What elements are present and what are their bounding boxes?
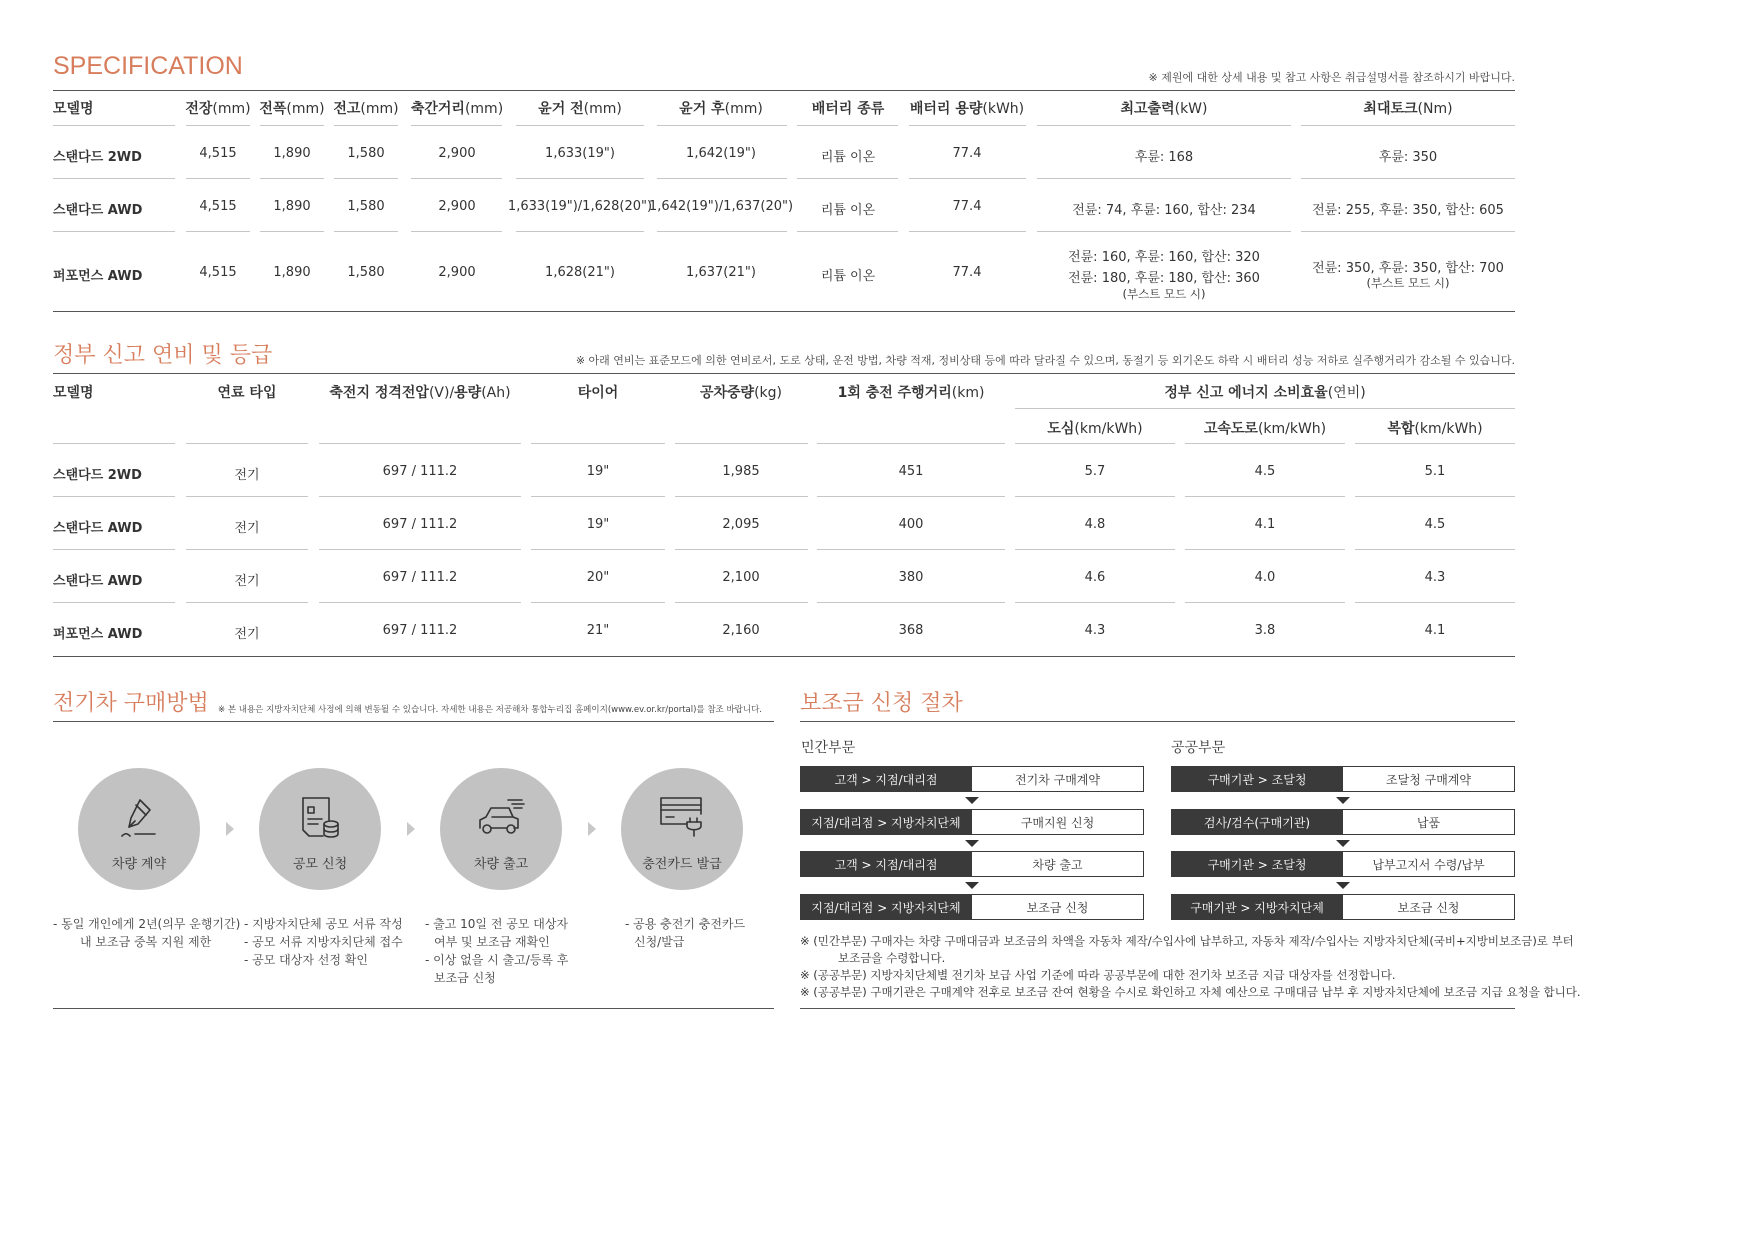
eff-note: ※ 아래 연비는 표준모드에 의한 연비로서, 도로 상태, 운전 방법, 차량 적재, 정비상태 등에 따라 달라질 수 있으며, 동절기 등 외기온도 하락 시 배터리 성능 저하로 실주행거리가 감소될 수 있습니다. — [575, 354, 1515, 367]
spec-row-divider — [657, 125, 787, 126]
spec-cell: 1,580 — [347, 146, 385, 161]
header-unit: (V)/ — [428, 385, 455, 401]
spec-cell: 리튬 이온 — [820, 269, 876, 284]
header-unit: (km) — [951, 385, 985, 401]
eff-model-name: 스탠다드 AWD — [53, 574, 143, 589]
eff-row-divider — [1015, 602, 1175, 603]
header-bold: 윤거 전 — [538, 101, 584, 117]
purchase-title: 전기차 구매방법 — [53, 691, 209, 716]
spec-row-divider — [1037, 231, 1291, 232]
step-desc-application: - 지방자치단체 공모 서류 작성 - 공모 서류 지방자치단체 접수 - 공모 대상자 선정 확인 — [244, 917, 403, 967]
eff-sub-header — [1355, 418, 1515, 438]
eff-row-divider — [531, 443, 665, 444]
eff-group-header — [1015, 382, 1515, 402]
private-sector-label: 민간부문 — [801, 740, 856, 756]
spec-row-divider — [53, 231, 175, 232]
purchase-bottom-rule — [53, 1008, 774, 1009]
header-bold: 고속도로 — [1203, 421, 1258, 437]
spec-cell: 1,633(19") — [545, 146, 615, 161]
subsidy-step-actor: 구매기관 > 지방자치단체 — [1171, 894, 1343, 920]
spec-row-divider — [53, 178, 175, 179]
spec-row-divider — [657, 231, 787, 232]
eff-row-divider — [817, 549, 1005, 550]
eff-row-divider — [186, 602, 308, 603]
spec-cell: 전륜: 255, 후륜: 350, 합산: 605 — [1312, 203, 1504, 218]
eff-cell: 3.8 — [1254, 623, 1276, 638]
eff-row-divider — [817, 496, 1005, 497]
eff-header — [791, 382, 1031, 402]
header-bold: 전고 — [333, 101, 361, 117]
down-arrow-icon — [965, 840, 979, 847]
car-delivery-icon — [476, 794, 526, 840]
header-unit: (mm) — [464, 101, 504, 117]
spec-perf-power: 전륜: 180, 후륜: 180, 합산: 360 — [1068, 271, 1260, 286]
eff-cell: 4.1 — [1424, 623, 1446, 638]
document-database-icon — [297, 794, 343, 840]
eff-cell: 19" — [586, 464, 610, 479]
subsidy-step-action: 납부고지서 수령/납부 — [1343, 851, 1515, 877]
spec-row-divider — [334, 178, 398, 179]
header-unit: (mm) — [724, 101, 763, 117]
spec-cell: 4,515 — [199, 146, 237, 161]
spec-row-divider — [411, 125, 502, 126]
header-bold: 최대토크 — [1363, 101, 1418, 117]
eff-cell: 1,985 — [722, 464, 760, 479]
spec-cell: 77.4 — [952, 146, 982, 161]
subsidy-step-private — [800, 766, 1144, 792]
eff-row-divider — [1185, 496, 1345, 497]
header-bold: 타이어 — [577, 385, 619, 401]
eff-cell: 451 — [898, 464, 924, 479]
step-label: 충전카드 발급 — [642, 857, 722, 872]
down-arrow-icon — [1336, 882, 1350, 889]
subsidy-step-action: 차량 출고 — [972, 851, 1144, 877]
eff-cell: 4.5 — [1254, 464, 1276, 479]
eff-cell: 4.0 — [1254, 570, 1276, 585]
spec-cell: 후륜: 168 — [1134, 150, 1194, 165]
eff-top-rule — [53, 373, 1515, 374]
header-bold: 전폭 — [259, 101, 287, 117]
eff-row-divider — [1355, 602, 1515, 603]
eff-row-divider — [186, 549, 308, 550]
public-sector-label: 공공부문 — [1171, 740, 1226, 756]
spec-row-divider — [516, 178, 644, 179]
down-arrow-icon — [1336, 797, 1350, 804]
subsidy-step-actor: 구매기관 > 조달청 — [1171, 851, 1343, 877]
eff-cell: 697 / 111.2 — [382, 623, 458, 638]
spec-cell: 2,900 — [438, 146, 476, 161]
down-arrow-icon — [965, 797, 979, 804]
eff-cell: 전기 — [234, 468, 260, 483]
spec-row-divider — [1037, 178, 1291, 179]
step-arrow — [226, 822, 234, 836]
header-bold: 축전지 정격전압 — [329, 385, 429, 401]
step-desc-contract: - 동일 개인에게 2년(의무 운행기간) 내 보조금 중복 지원 제한 — [53, 917, 241, 949]
subsidy-step-action: 조달청 구매계약 — [1343, 766, 1515, 792]
spec-header — [1074, 98, 1254, 118]
spec-perf-torque: (부스트 모드 시) — [1366, 276, 1450, 290]
subsidy-step-actor: 고객 > 지점/대리점 — [800, 766, 972, 792]
eff-row-divider — [53, 602, 175, 603]
purchase-top-rule — [53, 721, 774, 722]
spec-row-divider — [1301, 231, 1515, 232]
subsidy-step-actor: 지점/대리점 > 지방자치단체 — [800, 809, 972, 835]
header-bold: 도심 — [1047, 421, 1075, 437]
eff-row-divider — [1015, 443, 1175, 444]
header-unit: (kW) — [1174, 101, 1208, 117]
eff-cell: 전기 — [234, 574, 260, 589]
charging-card-icon — [657, 794, 707, 840]
spec-row-divider — [411, 178, 502, 179]
subsidy-top-rule — [800, 721, 1515, 722]
spec-cell: 2,900 — [438, 199, 476, 214]
eff-model-name: 퍼포먼스 AWD — [53, 627, 143, 642]
eff-cell: 4.3 — [1084, 623, 1106, 638]
step-desc-delivery: - 출고 10일 전 공모 대상자 여부 및 보조금 재확인 - 이상 없을 시 출고/등록 후 보조금 신청 — [425, 917, 569, 985]
spec-row-divider — [186, 231, 250, 232]
eff-row-divider — [319, 549, 521, 550]
spec-note: ※ 제원에 대한 상세 내용 및 참고 사항은 취급설명서를 참조하시기 바랍니다. — [1148, 71, 1515, 84]
subsidy-step-actor: 구매기관 > 조달청 — [1171, 766, 1343, 792]
spec-cell: 후륜: 350 — [1378, 150, 1438, 165]
eff-row-divider — [531, 496, 665, 497]
subsidy-step-private — [800, 809, 1144, 835]
spec-row-divider — [909, 178, 1026, 179]
spec-cell: 리튬 이온 — [820, 203, 876, 218]
header-unit: (mm) — [583, 101, 622, 117]
spec-cell: 1,890 — [273, 265, 311, 280]
eff-row-divider — [1185, 602, 1345, 603]
down-arrow-icon — [1336, 840, 1350, 847]
header-unit: (kWh) — [982, 101, 1025, 117]
step-arrow — [407, 822, 415, 836]
purchase-note: ※ 본 내용은 지방자치단체 사정에 의해 변동될 수 있습니다. 자세한 내용은 저공해차 통합누리집 홈페이지(www.ev.or.kr/portal)를 참조 바랍니다. — [218, 705, 763, 715]
spec-row-divider — [797, 178, 898, 179]
eff-row-divider — [817, 443, 1005, 444]
header-bold: 용량 — [454, 385, 482, 401]
spec-row-divider — [797, 231, 898, 232]
header-unit: (kg) — [754, 385, 783, 401]
spec-title: SPECIFICATION — [53, 52, 243, 80]
eff-cell: 4.5 — [1424, 517, 1446, 532]
spec-row-divider — [1037, 125, 1291, 126]
eff-row-divider — [1015, 496, 1175, 497]
spec-row-divider — [334, 125, 398, 126]
eff-cell: 4.8 — [1084, 517, 1106, 532]
header-bold: 배터리 종류 — [811, 101, 885, 117]
eff-row-divider — [675, 443, 808, 444]
spec-row-divider — [411, 231, 502, 232]
step-desc-card: - 공용 충전기 충전카드 신청/발급 — [625, 917, 746, 949]
eff-cell: 5.1 — [1424, 464, 1446, 479]
header-bold: 배터리 용량 — [909, 101, 983, 117]
eff-row-divider — [531, 602, 665, 603]
header-unit: (Nm) — [1417, 101, 1453, 117]
eff-row-divider — [1355, 496, 1515, 497]
spec-row-divider — [797, 125, 898, 126]
step-arrow — [588, 822, 596, 836]
header-bold: 연료 타입 — [217, 385, 277, 401]
spec-cell: 1,637(21") — [686, 265, 756, 280]
header-bold: 전장 — [185, 101, 213, 117]
spec-cell: 4,515 — [199, 199, 237, 214]
eff-group-divider — [1015, 408, 1515, 409]
eff-cell: 697 / 111.2 — [382, 464, 458, 479]
spec-row-divider — [516, 231, 644, 232]
spec-row-divider — [1301, 178, 1515, 179]
header-unit: (mm) — [212, 101, 251, 117]
subsidy-step-private — [800, 894, 1144, 920]
spec-cell: 전륜: 74, 후륜: 160, 합산: 234 — [1072, 203, 1256, 218]
spec-cell: 1,890 — [273, 146, 311, 161]
down-arrow-icon — [965, 882, 979, 889]
header-unit: (km/kWh) — [1074, 421, 1143, 437]
eff-row-divider — [53, 549, 175, 550]
spec-model-name: 퍼포먼스 AWD — [53, 269, 143, 284]
header-unit: (연비) — [1327, 385, 1366, 401]
eff-sub-header — [1185, 418, 1345, 438]
spec-cell: 1,580 — [347, 265, 385, 280]
spec-row-divider — [260, 231, 324, 232]
spec-row-divider — [186, 178, 250, 179]
subsidy-step-private — [800, 851, 1144, 877]
subsidy-step-action: 보조금 신청 — [972, 894, 1144, 920]
spec-header — [1318, 98, 1498, 118]
eff-row-divider — [53, 443, 175, 444]
spec-row-divider — [909, 125, 1026, 126]
spec-cell: 4,515 — [199, 265, 237, 280]
spec-header — [877, 98, 1057, 118]
step-label: 공모 신청 — [292, 857, 348, 872]
subsidy-step-public — [1171, 851, 1515, 877]
subsidy-step-action: 구매지원 신청 — [972, 809, 1144, 835]
spec-cell: 1,633(19")/1,628(20") — [507, 199, 653, 214]
eff-cell: 5.7 — [1084, 464, 1106, 479]
eff-cell: 380 — [898, 570, 924, 585]
spec-cell: 1,642(19") — [686, 146, 756, 161]
step-circle-card — [621, 768, 743, 890]
eff-cell: 2,095 — [722, 517, 760, 532]
eff-row-divider — [319, 443, 521, 444]
spec-row-divider — [186, 125, 250, 126]
header-bold: 최고출력 — [1120, 101, 1175, 117]
spec-perf-power: (부스트 모드 시) — [1122, 287, 1206, 301]
header-unit: (km/kWh) — [1257, 421, 1327, 437]
eff-model-name: 스탠다드 AWD — [53, 521, 143, 536]
eff-cell: 2,160 — [722, 623, 760, 638]
subsidy-step-public — [1171, 894, 1515, 920]
eff-cell: 368 — [898, 623, 924, 638]
subsidy-step-public — [1171, 809, 1515, 835]
step-label: 차량 출고 — [473, 857, 529, 872]
step-circle-contract — [78, 768, 200, 890]
eff-row-divider — [675, 549, 808, 550]
header-bold: 복합 — [1387, 421, 1415, 437]
spec-cell: 1,642(19")/1,637(20") — [648, 199, 794, 214]
eff-row-divider — [186, 443, 308, 444]
eff-cell: 4.1 — [1254, 517, 1276, 532]
subsidy-step-action: 납품 — [1343, 809, 1515, 835]
spec-bottom-rule — [53, 311, 1515, 312]
eff-row-divider — [186, 496, 308, 497]
spec-row-divider — [260, 178, 324, 179]
header-bold: 공차중량 — [699, 385, 755, 401]
eff-row-divider — [675, 496, 808, 497]
spec-row-divider — [1301, 125, 1515, 126]
eff-cell: 전기 — [234, 627, 260, 642]
spec-perf-power: 전륜: 160, 후륜: 160, 합산: 320 — [1068, 250, 1260, 265]
spec-model-name: 스탠다드 AWD — [53, 203, 143, 218]
step-label: 차량 계약 — [111, 857, 167, 872]
eff-row-divider — [1355, 443, 1515, 444]
spec-perf-torque: 전륜: 350, 후륜: 350, 합산: 700 — [1312, 261, 1504, 276]
eff-bottom-rule — [53, 656, 1515, 657]
eff-title: 정부 신고 연비 및 등급 — [53, 343, 273, 368]
spec-cell: 77.4 — [952, 199, 982, 214]
eff-cell: 4.3 — [1424, 570, 1446, 585]
subsidy-step-actor: 검사/검수(구매기관) — [1171, 809, 1343, 835]
eff-cell: 2,100 — [722, 570, 760, 585]
eff-cell: 전기 — [234, 521, 260, 536]
eff-row-divider — [319, 602, 521, 603]
eff-row-divider — [53, 496, 175, 497]
eff-cell: 697 / 111.2 — [382, 570, 458, 585]
subsidy-step-actor: 지점/대리점 > 지방자치단체 — [800, 894, 972, 920]
eff-row-divider — [319, 496, 521, 497]
spec-row-divider — [260, 125, 324, 126]
eff-cell: 4.6 — [1084, 570, 1106, 585]
step-circle-delivery — [440, 768, 562, 890]
spec-row-divider — [516, 125, 644, 126]
subsidy-bottom-rule — [800, 1008, 1515, 1009]
pen-contract-icon — [116, 794, 162, 840]
spec-cell: 2,900 — [438, 265, 476, 280]
subsidy-step-action: 전기차 구매계약 — [972, 766, 1144, 792]
header-unit: (km/kWh) — [1414, 421, 1483, 437]
header-unit: (mm) — [286, 101, 325, 117]
eff-row-divider — [531, 549, 665, 550]
eff-row-divider — [1185, 443, 1345, 444]
subsidy-title: 보조금 신청 절차 — [800, 691, 963, 716]
spec-model-name: 스탠다드 2WD — [53, 150, 142, 165]
eff-cell: 697 / 111.2 — [382, 517, 458, 532]
header-bold: 1회 충전 주행거리 — [837, 385, 952, 401]
eff-sub-header — [1015, 418, 1175, 438]
spec-cell: 1,580 — [347, 199, 385, 214]
spec-cell: 리튬 이온 — [820, 150, 876, 165]
header-unit: (mm) — [360, 101, 399, 117]
eff-cell: 20" — [586, 570, 610, 585]
header-bold: 모델명 — [53, 101, 94, 117]
header-bold: 축간거리 — [410, 101, 465, 117]
subsidy-step-actor: 고객 > 지점/대리점 — [800, 851, 972, 877]
spec-cell: 1,890 — [273, 199, 311, 214]
eff-row-divider — [817, 602, 1005, 603]
spec-top-rule — [53, 90, 1515, 91]
eff-model-name: 스탠다드 2WD — [53, 468, 142, 483]
eff-row-divider — [675, 602, 808, 603]
eff-cell: 21" — [586, 623, 610, 638]
header-bold: 윤거 후 — [679, 101, 725, 117]
spec-row-divider — [909, 231, 1026, 232]
header-bold: 정부 신고 에너지 소비효율 — [1164, 385, 1328, 401]
eff-cell: 400 — [898, 517, 924, 532]
eff-row-divider — [1185, 549, 1345, 550]
spec-cell: 77.4 — [952, 265, 982, 280]
spec-row-divider — [53, 125, 175, 126]
eff-cell: 19" — [586, 517, 610, 532]
header-unit: (Ah) — [481, 385, 511, 401]
subsidy-step-action: 보조금 신청 — [1343, 894, 1515, 920]
step-circle-application — [259, 768, 381, 890]
spec-row-divider — [334, 231, 398, 232]
subsidy-notes: ※ (민간부문) 구매자는 차량 구매대금과 보조금의 차액을 자동차 제작/수입사에 납부하고, 자동차 제작/수입사는 지방자치단체(국비+지방비보조금)로 부터 보조금을 수령합니다. ※ (공공부문) 지방자치단체별 전기차 보급 사업 기준에 따라 공공부문에 대한 전기차 보조금 지급 대상자를 선정합니다. ※ (공공부문) 구매기관은 구매계약 전후로 보조금 잔여 현황을 수시로 확인하고 자체 예산으로 구매대금 납부 후 지방자치단체에 보조금 지급 요청을 합니다. — [800, 934, 1581, 999]
eff-row-divider — [1355, 549, 1515, 550]
subsidy-step-public — [1171, 766, 1515, 792]
spec-row-divider — [657, 178, 787, 179]
spec-cell: 1,628(21") — [545, 265, 615, 280]
header-bold: 모델명 — [53, 385, 94, 401]
eff-row-divider — [1015, 549, 1175, 550]
